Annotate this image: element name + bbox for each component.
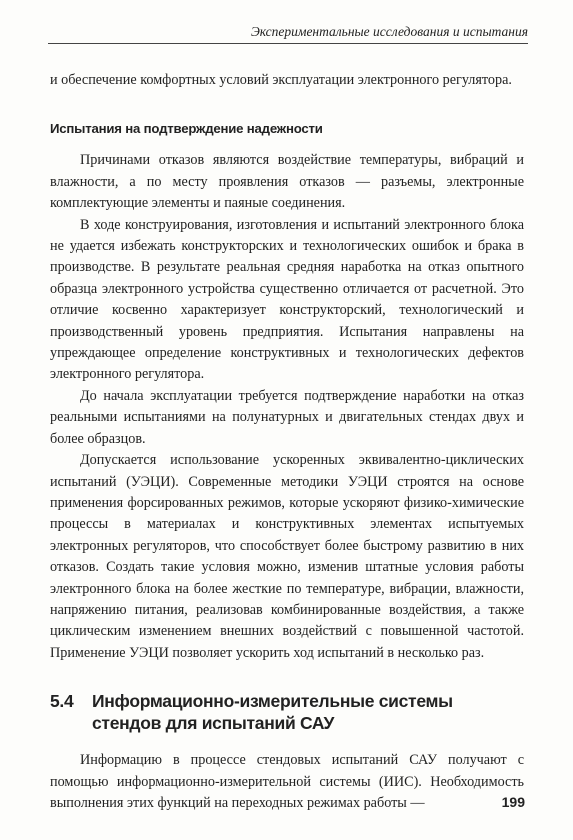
section-number: 5.4	[50, 691, 74, 712]
paragraph: и обеспечение комфортных условий эксплуатации электронного регулятора.	[50, 72, 512, 88]
section-heading	[50, 690, 524, 734]
paragraph: Допускается использование ускоренных эквивалентно-циклических испытаний (УЭЦИ). Современные методики УЭЦИ строятся на основе применения форсированных режимов, которые ускоряют физико-химические процессы в материалах и конструктивных элементах испытуемых электронных регуляторов, что способствует более быстрому развитию в них отказов. Создать такие условия можно, изменив штатные условия работы электронного блока на более жесткие по температуре, вибрации, влажности, напряжению питания, реализовав комбинированные воздействия, а также циклическим изменением внешних воздействий с повышенной частотой. Применение УЭЦИ позволяет ускорить ход испытаний в несколько раз.	[50, 452, 524, 661]
paragraph: Причинами отказов являются воздействие температуры, вибраций и влажности, а по месту проявления отказов — разъемы, электронные комплектующие элементы и паяные соединения.	[50, 152, 524, 212]
paragraph: В ходе конструирования, изготовления и испытаний электронного блока не удается избежать конструкторских и технологических ошибок и брака в производстве. В результате реальная средняя наработка на отказ опытного образца электронного устройства существенно отличается от расчетной. Это отличие косвенно характеризует конструкторский, технологический и производственный уровень предприятия. Испытания направлены на упреждающее определение конструктивных и технологических дефектов электронного регулятора.	[50, 216, 524, 383]
page-body	[50, 70, 524, 814]
subheading: Испытания на подтверждение надежности	[50, 121, 323, 137]
section-title: Информационно-измерительные системы стендов для испытаний САУ	[92, 691, 453, 734]
page-number: 199	[501, 794, 525, 810]
paragraph: Информацию в процессе стендовых испытаний САУ получают с помощью информационно-измерительной системы (ИИС). Необходимость выполнения этих функций на переходных режимах работы —	[50, 752, 524, 811]
running-head: Экспериментальные исследования и испытания	[48, 24, 528, 44]
paragraph: До начала эксплуатации требуется подтверждение наработки на отказ реальными испытаниями на полунатурных и двигательных стендах двух и более образцов.	[50, 387, 524, 447]
